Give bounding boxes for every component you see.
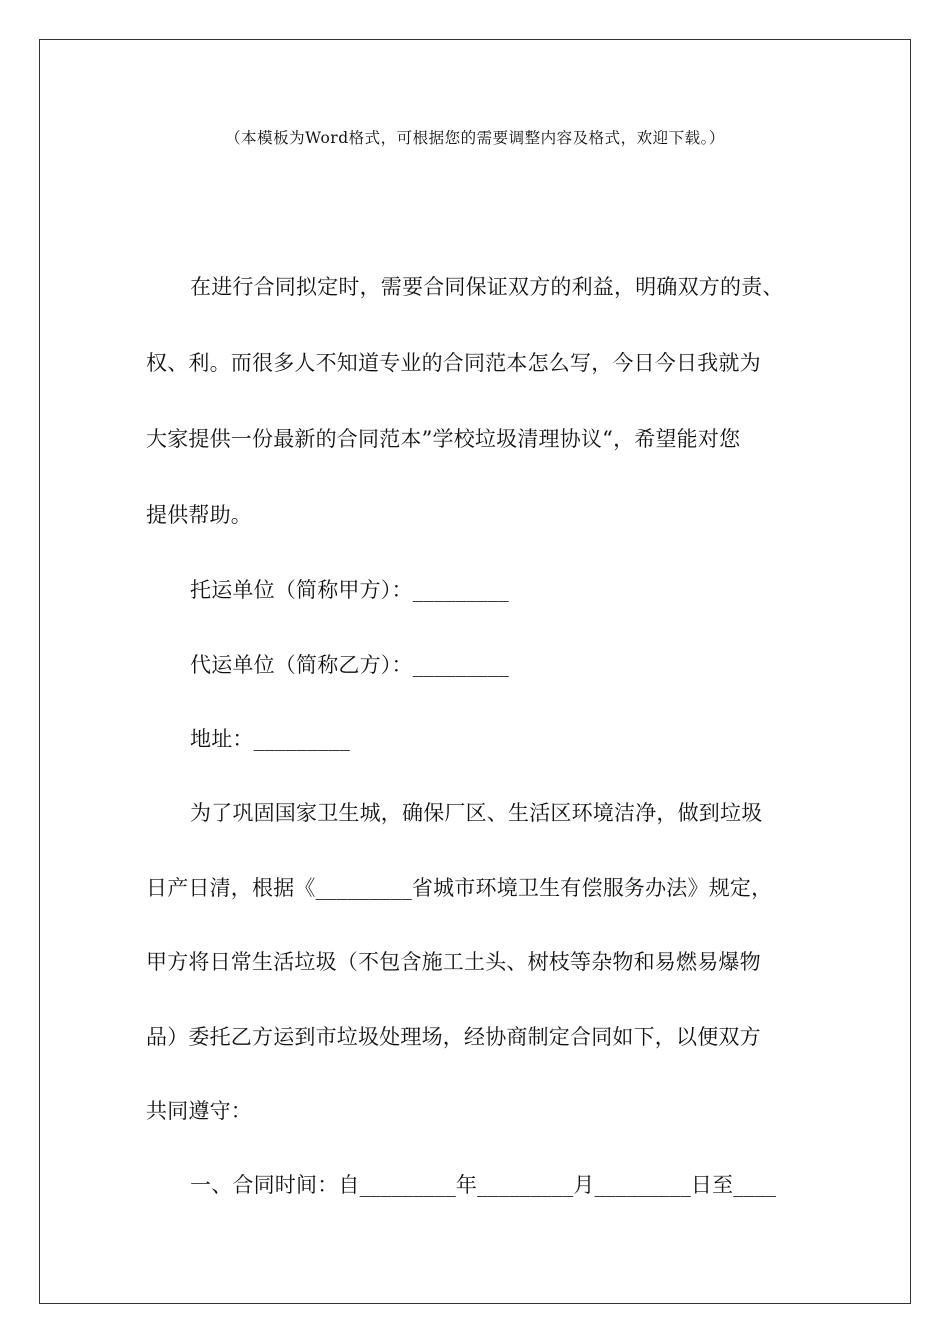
paragraph-line-purpose-3: 甲方将日常生活垃圾（不包含施工土头、树枝等杂物和易燃易爆物 [146,950,761,974]
paragraph-line-purpose-2: 日产日清，根据《_________省城市环境卫生有偿服务办法》规定， [146,876,773,900]
shipper-field: 托运单位（简称甲方）：_________ [190,578,509,602]
template-note: （本模板为Word格式，可根据您的需要调整内容及格式，欢迎下载。） [225,129,725,147]
paragraph-line-purpose-5: 共同遵守： [146,1099,252,1123]
paragraph-line-intro-1: 在进行合同拟定时，需要合同保证双方的利益，明确双方的责、 [190,275,784,299]
contract-term-clause: 一、合同时间：自_________年_________月_________日至____ [190,1173,777,1197]
carrier-field: 代运单位（简称乙方）：_________ [190,653,509,677]
paragraph-line-purpose-1: 为了巩固国家卫生城，确保厂区、生活区环境洁净，做到垃圾 [190,801,763,825]
address-field: 地址：_________ [190,727,350,751]
paragraph-line-intro-4: 提供帮助。 [146,503,252,527]
paragraph-line-intro-2: 权、利。而很多人不知道专业的合同范本怎么写，今日今日我就为 [146,351,761,375]
paragraph-line-intro-3: 大家提供一份最新的合同范本”学校垃圾清理协议“，希望能对您 [146,427,741,451]
paragraph-line-purpose-4: 品）委托乙方运到市垃圾处理场，经协商制定合同如下，以便双方 [146,1025,761,1049]
